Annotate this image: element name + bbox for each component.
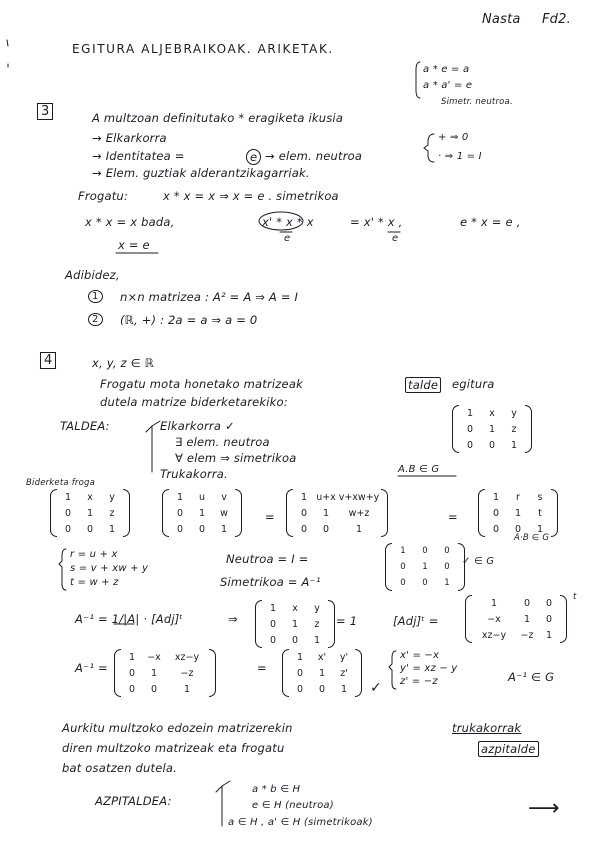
matrix-cell: 1	[313, 634, 321, 646]
matrix-cell: 1	[490, 597, 498, 609]
ex4-inverse-system-2: y' = xz − y	[400, 663, 458, 674]
matrix-cell: w+z	[348, 507, 370, 519]
ex4-system-3: t = w + z	[70, 577, 119, 588]
matrix-cell: 0	[269, 618, 277, 630]
matrix-cell: z'	[340, 667, 348, 679]
author-name: Nasta	[482, 12, 521, 27]
matrix-cell: 1	[198, 507, 206, 519]
matrix-cell: xz−y	[481, 629, 507, 641]
matrix-cell: u+x	[316, 491, 336, 503]
ex3-proof-main: x * x = x ⇒ x = e . simetrikoa	[163, 189, 339, 203]
matrix-cell: 0	[64, 523, 72, 535]
ex4-subgroup-label: AZPITALDEA:	[95, 794, 172, 808]
matrix-cell: z	[511, 423, 517, 435]
matrix-cell: −z	[520, 629, 534, 641]
ex4-neutral-check: ✓ ∈ G	[462, 556, 495, 567]
matrix-cell: s	[537, 491, 543, 503]
ex3-bullet-associative: → Elkarkorra	[92, 131, 167, 145]
matrix-cell: 0	[64, 507, 72, 519]
ex4-statement-group-word: talde	[405, 377, 441, 393]
ex4-determinant-value: = 1	[336, 614, 358, 628]
ex4-adjugate-label: [Adj]ᵗ =	[393, 614, 439, 628]
matrix-cell: 0	[444, 546, 450, 556]
matrix-cell: 0	[291, 634, 299, 646]
matrix-cell: 1	[510, 439, 518, 451]
corner-line-1: a * e = a	[423, 64, 470, 75]
page-title: EGITURA ALJEBRAIKOAK. ARIKETAK.	[72, 42, 334, 56]
matrix-cell: x'	[317, 651, 327, 663]
ex3-under-e-1: e	[284, 233, 291, 244]
ex3-example-2: (ℝ, +) : 2a = a ⇒ a = 0	[120, 313, 258, 327]
ex3-bullet-neutral: → elem. neutroa	[265, 149, 363, 163]
matrix-cell: y	[511, 407, 517, 419]
matrix-cell: 0	[296, 667, 304, 679]
ex4-subgroup-closure: a * b ∈ H	[252, 784, 301, 795]
matrix-cell: 1	[488, 423, 496, 435]
ex3-conclusion: x = e	[118, 238, 150, 252]
matrix-cell: 1	[492, 491, 500, 503]
matrix-cell: 0	[545, 613, 553, 625]
matrix-cell: 1	[444, 578, 450, 588]
ex4-system-2: s = v + xw + y	[70, 563, 149, 574]
ex3-line-a: x * x = x bada,	[85, 215, 175, 229]
matrix-cell: 0	[150, 683, 158, 695]
matrix-cell: t	[538, 507, 542, 519]
corner-labels: Simetr. neutroa.	[441, 97, 513, 107]
matrix-cell: 1	[400, 546, 406, 556]
matrix-cell: 1	[536, 523, 544, 535]
matrix-cell: y	[109, 491, 115, 503]
ex4-statement-2: dutela matrize biderketarekiko:	[100, 395, 288, 409]
ex4-final-3: bat osatzen dutela.	[62, 761, 178, 775]
ex4-inverse-system-1: x' = −x	[400, 650, 440, 661]
matrix-cell: w	[220, 507, 228, 519]
matrix-cell: 0	[400, 562, 406, 572]
matrix-cell: 1	[296, 651, 304, 663]
ex4-inverse-label: A⁻¹ =	[75, 661, 108, 675]
exercise-3-number: 3	[37, 103, 53, 120]
matrix-cell: v	[221, 491, 227, 503]
ex4-closure-note-2: A·B ∈ G	[514, 533, 550, 543]
exercise-3-statement: A multzoan definitutako * eragiketa ikusia	[92, 111, 344, 125]
equals-sign: =	[265, 510, 275, 524]
ex3-brace-bottom: · ⇒ 1 = I	[438, 151, 482, 162]
matrix-cell: 1	[355, 523, 363, 535]
ex4-vars: x, y, z ∈ ℝ	[92, 356, 155, 370]
page-code: Fd2.	[542, 12, 571, 27]
ex4-final-commutative: trukakorrak	[452, 721, 522, 735]
matrix-cell: 1	[269, 602, 277, 614]
ex3-identity-symbol: e	[246, 149, 261, 165]
matrix-cell: 1	[466, 407, 474, 419]
matrix-cell: 1	[545, 629, 553, 641]
ex4-inverse-system-3: z' = −z	[400, 676, 438, 687]
matrix-cell: 0	[400, 578, 406, 588]
matrix-cell: 0	[514, 523, 522, 535]
ex4-inverse-in-group: A⁻¹ ∈ G	[508, 670, 555, 684]
ex3-example-1-number: 1	[88, 290, 103, 303]
matrix-cell: 0	[198, 523, 206, 535]
matrix-cell: 0	[466, 423, 474, 435]
matrix-cell: 1	[86, 507, 94, 519]
ex4-symmetric: Simetrikoa = A⁻¹	[220, 575, 321, 589]
matrix-cell: y'	[339, 651, 349, 663]
matrix-cell: 0	[318, 683, 326, 695]
ex3-example-2-number: 2	[88, 313, 103, 326]
ex3-bullet-inverses: → Elem. guztiak alderantzikagarriak.	[92, 166, 310, 180]
matrix-cell: v+xw+y	[338, 491, 380, 503]
ex3-line-b: x' * x * x	[262, 215, 314, 229]
corner-line-2: a * a' = e	[423, 80, 473, 91]
matrix-cell: 1	[150, 667, 158, 679]
matrix-cell: 1	[220, 523, 228, 535]
matrix-cell: 0	[128, 667, 136, 679]
ex4-final-subgroup: azpitalde	[478, 741, 539, 757]
matrix-cell: 0	[488, 439, 496, 451]
ex3-proof-label: Frogatu:	[78, 189, 128, 203]
matrix-cell: 0	[492, 507, 500, 519]
implies-arrow: ⇒	[228, 612, 238, 626]
equals-sign: =	[448, 510, 458, 524]
matrix-cell: x	[489, 407, 495, 419]
matrix-cell: 1	[322, 507, 330, 519]
ex4-neutral: Neutroa = I =	[226, 552, 309, 566]
ex3-example-1: n×n matrizea : A² = A ⇒ A = I	[120, 290, 299, 304]
matrix-cell: −x	[147, 651, 161, 663]
matrix-cell: 0	[422, 546, 428, 556]
ex4-product-label: Biderketa froga	[26, 478, 95, 488]
matrix-cell: 1	[176, 491, 184, 503]
matrix-cell: 1	[128, 651, 136, 663]
matrix-cell: 1	[64, 491, 72, 503]
ex3-brace-top: + ⇒ 0	[438, 132, 469, 143]
matrix-cell: −z	[180, 667, 194, 679]
ex3-examples-label: Adibidez,	[65, 268, 120, 282]
ex4-subgroup-neutral: e ∈ H (neutroa)	[252, 800, 334, 811]
matrix-cell: 1	[523, 613, 531, 625]
matrix-cell: z	[109, 507, 115, 519]
matrix-cell: 1	[318, 667, 326, 679]
matrix-cell: 0	[492, 523, 500, 535]
ex4-statement-structure: egitura	[452, 377, 495, 391]
ex4-group-label: TALDEA:	[60, 419, 110, 433]
matrix-cell: 0	[523, 597, 531, 609]
matrix-cell: 0	[444, 562, 450, 572]
check-mark: ✓	[370, 680, 382, 696]
matrix-cell: 0	[128, 683, 136, 695]
matrix-cell: z	[314, 618, 320, 630]
matrix-cell: xz−y	[174, 651, 200, 663]
ex4-group-inverse: ∀ elem ⇒ simetrikoa	[175, 451, 297, 465]
ex4-final-2: diren multzoko matrizeak eta frogatu	[62, 741, 285, 755]
adjugate-transpose: t	[573, 592, 577, 602]
continue-arrow-icon: ⟶	[528, 796, 560, 821]
matrix-cell: 1	[108, 523, 116, 535]
matrix-cell: r	[516, 491, 520, 503]
matrix-cell: 1	[183, 683, 191, 695]
ex4-inverse-formula: A⁻¹ = 1/|A| · [Adj]ᵗ	[75, 612, 183, 626]
equals-sign: =	[257, 661, 267, 675]
matrix-cell: 1	[300, 491, 308, 503]
matrix-cell: x	[87, 491, 93, 503]
ex3-line-d: e * x = e ,	[460, 215, 521, 229]
matrix-cell: 0	[422, 578, 428, 588]
exercise-4-number: 4	[40, 352, 56, 369]
matrix-cell: 0	[322, 523, 330, 535]
ex4-system-1: r = u + x	[70, 549, 118, 560]
ex3-bullet-identity: → Identitatea =	[92, 149, 185, 163]
ex4-group-commutative: Trukakorra.	[160, 467, 228, 481]
matrix-cell: −x	[487, 613, 501, 625]
matrix-cell: 1	[514, 507, 522, 519]
matrix-cell: u	[198, 491, 206, 503]
matrix-cell: 0	[86, 523, 94, 535]
matrix-cell: 1	[291, 618, 299, 630]
matrix-cell: 0	[176, 523, 184, 535]
matrix-cell: 0	[545, 597, 553, 609]
matrix-cell: 0	[300, 523, 308, 535]
matrix-cell: y	[314, 602, 320, 614]
ex4-subgroup-inverse: a ∈ H , a' ∈ H (simetrikoak)	[228, 817, 373, 828]
ex4-statement-1: Frogatu mota honetako matrizeak	[100, 377, 303, 391]
ex4-final-1: Aurkitu multzoko edozein matrizerekin	[62, 721, 293, 735]
matrix-cell: 0	[466, 439, 474, 451]
matrix-cell: 0	[300, 507, 308, 519]
ex4-group-neutral: ∃ elem. neutroa	[175, 435, 270, 449]
ex3-under-e-2: e	[392, 233, 399, 244]
matrix-cell: 1	[422, 562, 428, 572]
matrix-cell: 1	[340, 683, 348, 695]
matrix-cell: x	[292, 602, 298, 614]
ex4-closure-note: A.B ∈ G	[398, 464, 440, 475]
ex4-group-associative: Elkarkorra ✓	[160, 419, 235, 433]
matrix-cell: 0	[176, 507, 184, 519]
matrix-cell: 0	[269, 634, 277, 646]
matrix-cell: 0	[296, 683, 304, 695]
ex3-line-c: = x' * x ,	[350, 215, 403, 229]
